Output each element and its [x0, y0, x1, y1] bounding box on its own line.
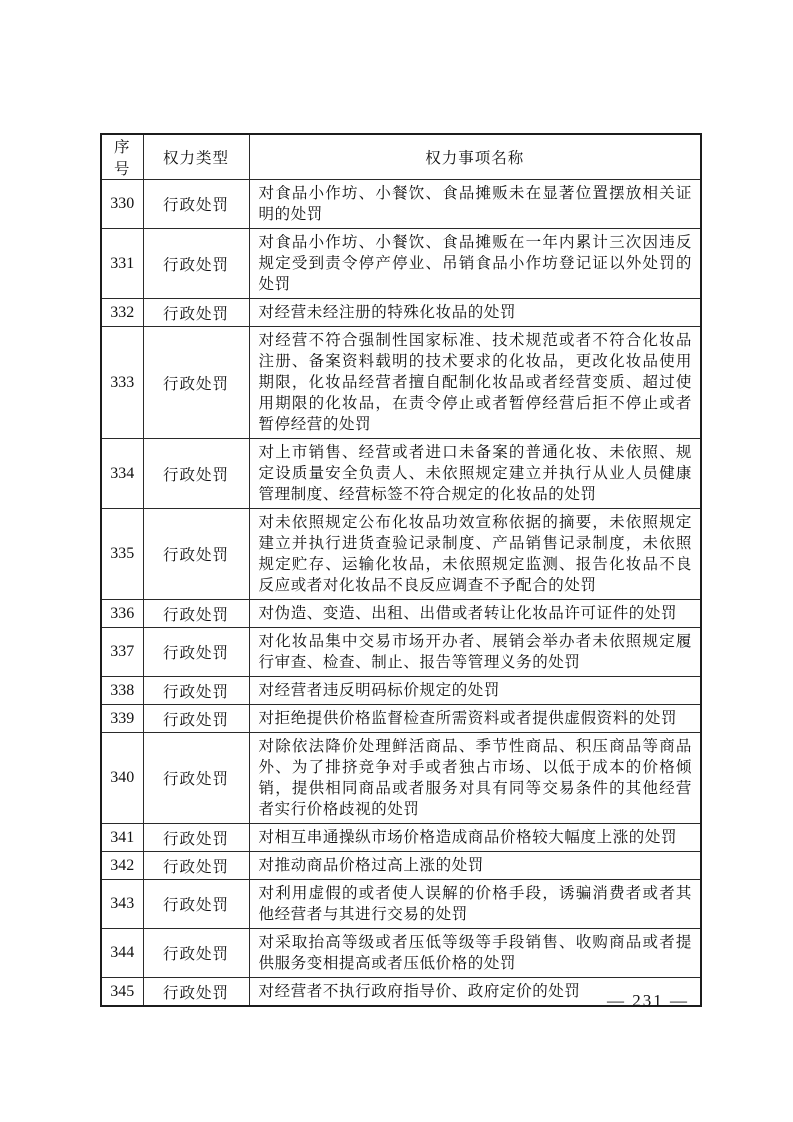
table-row: [101, 880, 701, 929]
table-row: [101, 299, 701, 327]
cell-power-item-name: 对利用虚假的或者使人误解的价格手段，诱骗消费者或者其他经营者与其进行交易的处罚: [249, 880, 701, 929]
cell-serial-number: 345: [101, 978, 143, 1007]
table-row: [101, 705, 701, 733]
cell-power-type: 行政处罚: [143, 327, 249, 439]
cell-power-type: 行政处罚: [143, 733, 249, 824]
table-row: [101, 509, 701, 600]
table-row: [101, 824, 701, 852]
cell-serial-number: 331: [101, 229, 143, 299]
cell-power-item-name: 对经营不符合强制性国家标准、技术规范或者不符合化妆品注册、备案资料载明的技术要求的化妆品，更改化妆品使用期限，化妆品经营者擅自配制化妆品或者经营变质、超过使用期限的化妆品，在责令停止或者暂停经营后拒不停止或者暂停经营的处罚: [249, 327, 701, 439]
table-header-row: [101, 134, 701, 180]
cell-power-item-name: 对伪造、变造、出租、出借或者转让化妆品许可证件的处罚: [249, 600, 701, 628]
cell-power-item-name: 对化妆品集中交易市场开办者、展销会举办者未依照规定履行审查、检查、制止、报告等管理义务的处罚: [249, 628, 701, 677]
cell-power-type: 行政处罚: [143, 824, 249, 852]
cell-serial-number: 330: [101, 180, 143, 229]
header-serial-number: 序号: [101, 134, 143, 180]
cell-power-type: 行政处罚: [143, 600, 249, 628]
cell-power-type: 行政处罚: [143, 929, 249, 978]
cell-serial-number: 337: [101, 628, 143, 677]
cell-serial-number: 333: [101, 327, 143, 439]
header-power-type: 权力类型: [143, 134, 249, 180]
cell-power-type: 行政处罚: [143, 439, 249, 509]
cell-power-type: 行政处罚: [143, 880, 249, 929]
cell-serial-number: 344: [101, 929, 143, 978]
table-row: [101, 733, 701, 824]
cell-serial-number: 340: [101, 733, 143, 824]
cell-power-item-name: 对食品小作坊、小餐饮、食品摊贩在一年内累计三次因违反规定受到责令停产停业、吊销食品小作坊登记证以外处罚的处罚: [249, 229, 701, 299]
cell-serial-number: 341: [101, 824, 143, 852]
cell-power-type: 行政处罚: [143, 180, 249, 229]
cell-power-item-name: 对经营者违反明码标价规定的处罚: [249, 677, 701, 705]
cell-power-type: 行政处罚: [143, 852, 249, 880]
cell-power-type: 行政处罚: [143, 299, 249, 327]
table-row: [101, 229, 701, 299]
cell-power-item-name: 对食品小作坊、小餐饮、食品摊贩未在显著位置摆放相关证明的处罚: [249, 180, 701, 229]
cell-power-item-name: 对未依照规定公布化妆品功效宣称依据的摘要，未依照规定建立并执行进货查验记录制度、产品销售记录制度，未依照规定贮存、运输化妆品，未依照规定监测、报告化妆品不良反应或者对化妆品不良反应调查不予配合的处罚: [249, 509, 701, 600]
header-power-item-name: 权力事项名称: [249, 134, 701, 180]
cell-serial-number: 332: [101, 299, 143, 327]
cell-power-item-name: 对经营者不执行政府指导价、政府定价的处罚: [249, 978, 701, 1007]
cell-serial-number: 334: [101, 439, 143, 509]
cell-power-type: 行政处罚: [143, 509, 249, 600]
cell-power-item-name: 对推动商品价格过高上涨的处罚: [249, 852, 701, 880]
cell-serial-number: 343: [101, 880, 143, 929]
cell-power-item-name: 对采取抬高等级或者压低等级等手段销售、收购商品或者提供服务变相提高或者压低价格的处罚: [249, 929, 701, 978]
power-items-table: [100, 133, 702, 1007]
cell-serial-number: 335: [101, 509, 143, 600]
table-row: [101, 628, 701, 677]
cell-serial-number: 338: [101, 677, 143, 705]
table-row: [101, 852, 701, 880]
table-row: [101, 439, 701, 509]
table-row: [101, 677, 701, 705]
cell-power-item-name: 对经营未经注册的特殊化妆品的处罚: [249, 299, 701, 327]
table-row: [101, 600, 701, 628]
table-row: [101, 929, 701, 978]
cell-power-type: 行政处罚: [143, 705, 249, 733]
cell-power-item-name: 对上市销售、经营或者进口未备案的普通化妆、未依照、规定设质量安全负责人、未依照规定建立并执行从业人员健康管理制度、经营标签不符合规定的化妆品的处罚: [249, 439, 701, 509]
table-row: [101, 327, 701, 439]
page-number: — 231 —: [607, 991, 689, 1010]
table-row: [101, 180, 701, 229]
cell-power-type: 行政处罚: [143, 229, 249, 299]
cell-power-item-name: 对相互串通操纵市场价格造成商品价格较大幅度上涨的处罚: [249, 824, 701, 852]
cell-power-type: 行政处罚: [143, 978, 249, 1007]
cell-power-type: 行政处罚: [143, 628, 249, 677]
cell-serial-number: 339: [101, 705, 143, 733]
cell-power-type: 行政处罚: [143, 677, 249, 705]
cell-serial-number: 342: [101, 852, 143, 880]
cell-serial-number: 336: [101, 600, 143, 628]
cell-power-item-name: 对拒绝提供价格监督检查所需资料或者提供虚假资料的处罚: [249, 705, 701, 733]
cell-power-item-name: 对除依法降价处理鲜活商品、季节性商品、积压商品等商品外、为了排挤竞争对手或者独占市场、以低于成本的价格倾销，提供相同商品或者服务对具有同等交易条件的其他经营者实行价格歧视的处罚: [249, 733, 701, 824]
